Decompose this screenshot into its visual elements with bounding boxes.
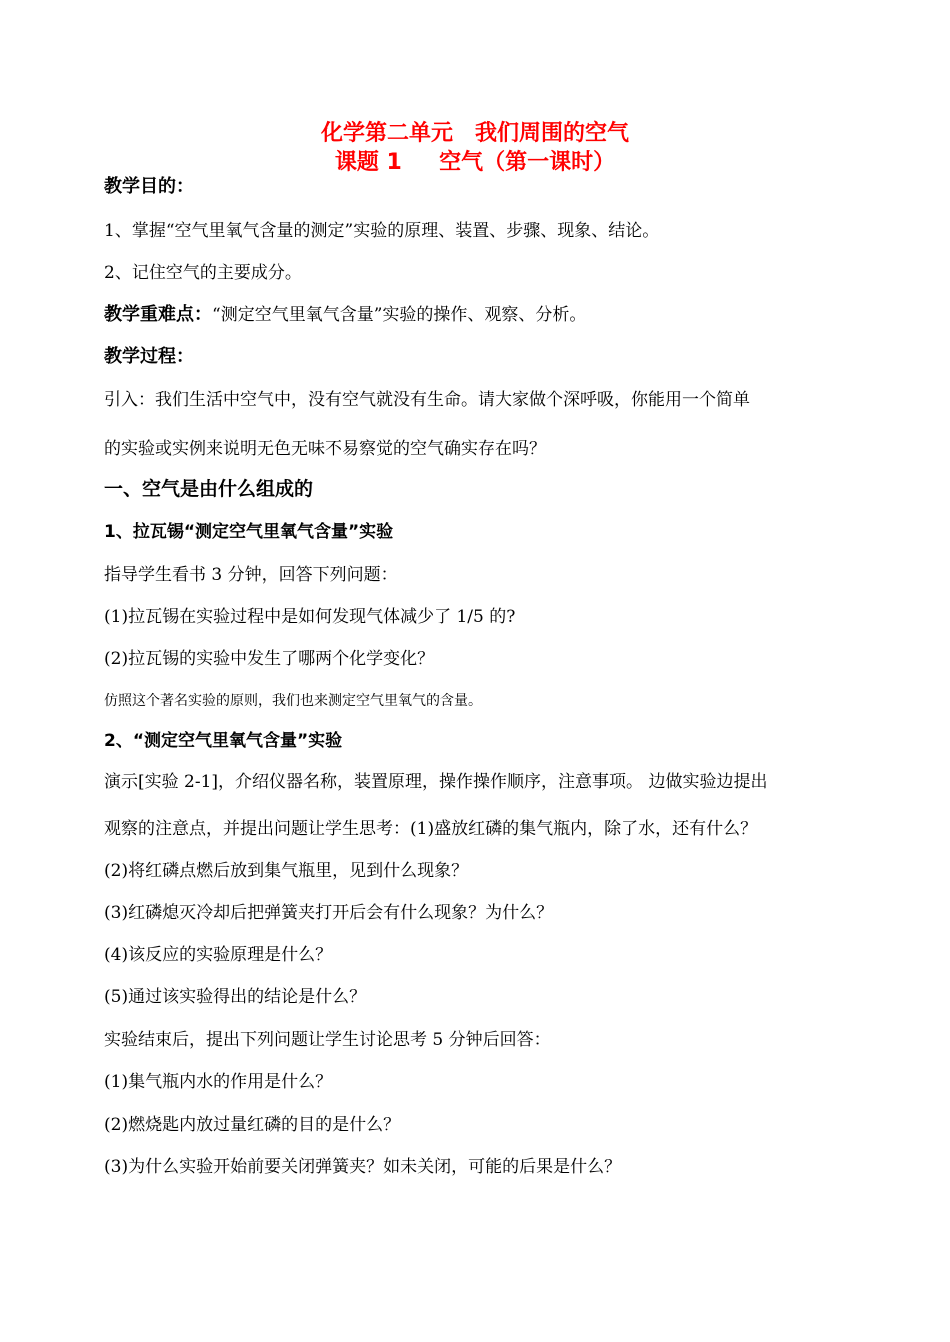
intro-line: 引入：我们生活中空气中，没有空气就没有生命。请大家做个深呼吸，你能用一个简单 xyxy=(104,390,750,410)
question-item: (1)拉瓦锡在实验过程中是如何发现气体减少了 1/5 的? xyxy=(104,607,516,627)
objective-item: 2、记住空气的主要成分。 xyxy=(104,263,302,283)
question-item: (3)为什么实验开始前要关闭弹簧夹？如未关闭，可能的后果是什么？ xyxy=(104,1157,622,1177)
paragraph-line: 指导学生看书 3 分钟，回答下列问题： xyxy=(104,565,398,585)
section-heading: 一、空气是由什么组成的 xyxy=(104,478,314,500)
question-item: (3)红磷熄灭冷却后把弹簧夹打开后会有什么现象？为什么？ xyxy=(104,903,554,923)
objective-item: 1、掌握“空气里氧气含量的测定”实验的原理、装置、步骤、现象、结论。 xyxy=(104,221,660,241)
paragraph-line: 观察的注意点，并提出问题让学生思考：(1)盛放红磷的集气瓶内，除了水，还有什么？ xyxy=(104,819,758,839)
note-line: 仿照这个著名实验的原则，我们也来测定空气里氧气的含量。 xyxy=(104,693,482,709)
question-item: (5)通过该实验得出的结论是什么？ xyxy=(104,987,367,1007)
subsection-heading: 1、拉瓦锡“测定空气里氧气含量”实验 xyxy=(104,522,394,542)
lesson-title: 课题 1 空气（第一课时） xyxy=(334,150,616,175)
question-item: (2)将红磷点燃后放到集气瓶里，见到什么现象？ xyxy=(104,861,469,881)
paragraph-line: 实验结束后，提出下列问题让学生讨论思考 5 分钟后回答： xyxy=(104,1030,551,1050)
question-item: (2)拉瓦锡的实验中发生了哪两个化学变化？ xyxy=(104,649,435,669)
question-item: (2)燃烧匙内放过量红磷的目的是什么？ xyxy=(104,1115,401,1135)
process-heading: 教学过程： xyxy=(104,346,194,367)
paragraph-line: 演示[实验 2-1]，介绍仪器名称，装置原理，操作操作顺序，注意事项。 边做实验边提出 xyxy=(104,772,768,792)
key-points-text: “测定空气里氧气含量”实验的操作、观察、分析。 xyxy=(212,305,587,325)
key-points-paragraph xyxy=(104,304,864,326)
question-item: (4)该反应的实验原理是什么？ xyxy=(104,945,333,965)
question-item: (1)集气瓶内水的作用是什么？ xyxy=(104,1072,333,1092)
intro-line: 的实验或实例来说明无色无味不易察觉的空气确实存在吗？ xyxy=(104,439,546,459)
subsection-heading: 2、“测定空气里氧气含量”实验 xyxy=(104,731,343,751)
key-points-label: 教学重难点： xyxy=(104,304,212,325)
document-title: 化学第二单元 我们周围的空气 xyxy=(320,121,629,146)
objectives-heading: 教学目的： xyxy=(104,176,194,197)
